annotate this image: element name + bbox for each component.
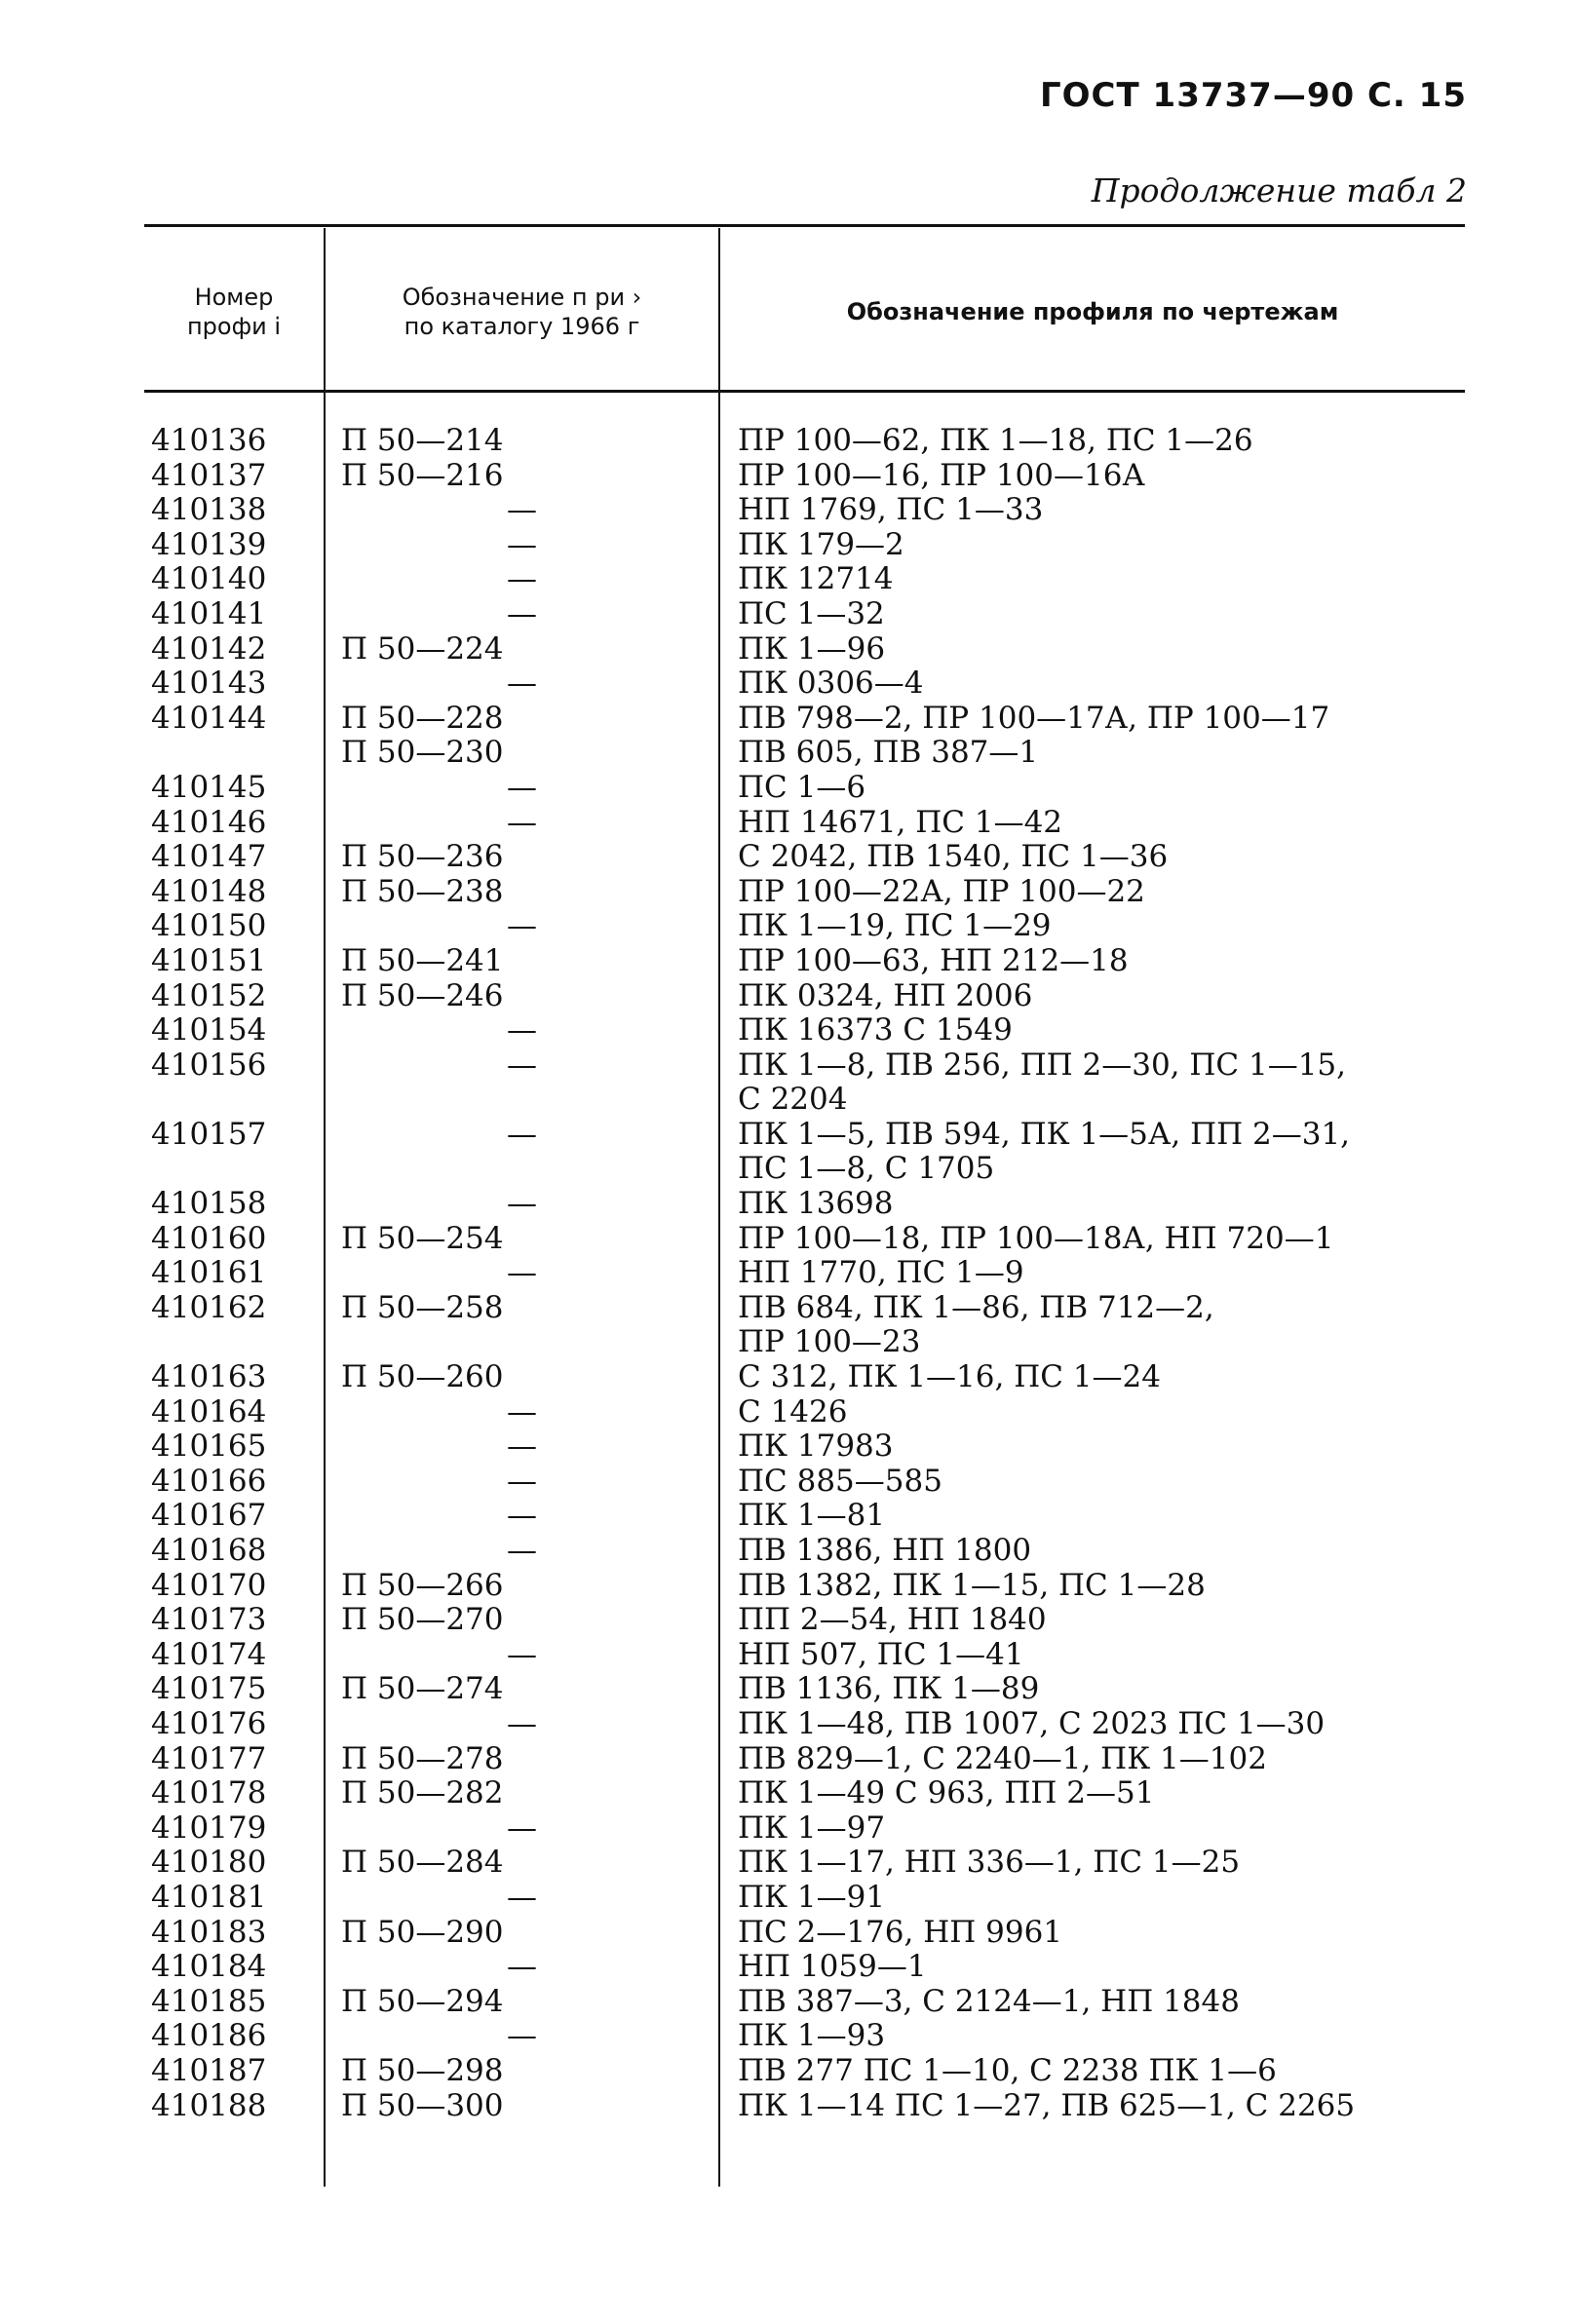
catalog-designation: П 50—241 <box>341 942 504 978</box>
column-header-catalog-designation: Обозначение п ри › по каталогу 1966 г <box>402 284 642 340</box>
catalog-designation: П 50—216 <box>341 457 504 493</box>
column-header-profile-number: Номер профи і <box>186 284 282 340</box>
table-row <box>0 1534 1576 1569</box>
table-row <box>0 1603 1576 1638</box>
catalog-designation: П 50—266 <box>341 1567 504 1603</box>
profile-number: 410188 <box>151 2087 267 2123</box>
table-row <box>0 702 1576 737</box>
profile-number: 410144 <box>151 700 267 736</box>
profile-number: 410141 <box>151 595 267 631</box>
table-row <box>0 1291 1576 1360</box>
profile-number: 410140 <box>151 561 267 597</box>
catalog-designation: — <box>507 666 537 702</box>
table-continuation-label: Продолжение табл 2 <box>1091 171 1467 210</box>
catalog-designation: — <box>507 1047 537 1083</box>
drawing-designation: ПВ 277 ПС 1—10, С 2238 ПК 1—6 <box>738 2052 1277 2088</box>
profile-number: 410187 <box>151 2052 267 2088</box>
catalog-designation: П 50—224 <box>341 630 504 667</box>
drawing-designation: ПВ 829—1, С 2240—1, ПК 1—102 <box>738 1740 1267 1776</box>
profile-number: 410138 <box>151 492 267 528</box>
profile-number: 410186 <box>151 2018 267 2054</box>
catalog-designation: П 50—284 <box>341 1845 504 1881</box>
catalog-designation: — <box>507 1393 537 1429</box>
catalog-designation: — <box>507 1636 537 1672</box>
catalog-designation: П 50—238 <box>341 873 504 909</box>
table-row <box>0 1187 1576 1222</box>
drawing-designation: НП 14671, ПС 1—42 <box>738 804 1063 840</box>
drawing-designation: ПК 1—14 ПС 1—27, ПВ 625—1, С 2265 <box>738 2087 1356 2123</box>
catalog-designation: — <box>507 595 537 631</box>
catalog-designation: — <box>507 492 537 528</box>
profile-number: 410147 <box>151 839 267 875</box>
profile-number: 410178 <box>151 1775 267 1811</box>
profile-number: 410183 <box>151 1914 267 1950</box>
profile-number: 410161 <box>151 1255 267 1291</box>
profile-number: 410145 <box>151 769 267 805</box>
drawing-designation: ПК 1—5, ПВ 594, ПК 1—5А, ПП 2—31, ПС 1—8, С 1705 <box>738 1116 1351 1187</box>
drawing-designation: ПР 100—18, ПР 100—18А, НП 720—1 <box>738 1220 1334 1256</box>
profile-number: 410184 <box>151 1949 267 1985</box>
drawing-designation: ПП 2—54, НП 1840 <box>738 1602 1047 1638</box>
table-row <box>0 1638 1576 1673</box>
catalog-designation: П 50—236 <box>341 839 504 875</box>
catalog-designation: — <box>507 1533 537 1568</box>
drawing-designation: ПР 100—16, ПР 100—16А <box>738 457 1145 493</box>
table-row <box>0 944 1576 979</box>
profile-number: 410163 <box>151 1359 267 1395</box>
table-row <box>0 1395 1576 1430</box>
drawing-designation: ПК 1—49 С 963, ПП 2—51 <box>738 1775 1155 1811</box>
catalog-designation: — <box>507 804 537 840</box>
drawing-designation: ПК 1—48, ПВ 1007, С 2023 ПС 1—30 <box>738 1705 1326 1741</box>
profile-number: 410164 <box>151 1393 267 1429</box>
drawing-designation: ПК 0306—4 <box>738 666 924 702</box>
catalog-designation: П 50—228 <box>341 700 504 736</box>
catalog-designation: П 50—300 <box>341 2087 504 2123</box>
catalog-designation: П 50—214 <box>341 423 504 458</box>
drawing-designation: С 2042, ПВ 1540, ПС 1—36 <box>738 839 1169 875</box>
table-row <box>0 771 1576 806</box>
drawing-designation: ПК 12714 <box>738 561 894 597</box>
profile-number: 410151 <box>151 942 267 978</box>
drawing-designation: ПК 1—81 <box>738 1498 886 1534</box>
drawing-designation: ПВ 1382, ПК 1—15, ПС 1—28 <box>738 1567 1206 1603</box>
catalog-designation: П 50—282 <box>341 1775 504 1811</box>
profile-number: 410170 <box>151 1567 267 1603</box>
drawing-designation: ПК 1—93 <box>738 2018 886 2054</box>
table-header-rule <box>144 390 1465 393</box>
table-row <box>0 1499 1576 1534</box>
profile-number: 410150 <box>151 908 267 944</box>
drawing-designation: ПК 179—2 <box>738 526 904 562</box>
table-row <box>0 597 1576 632</box>
drawing-designation: ПВ 1386, НП 1800 <box>738 1533 1032 1568</box>
catalog-designation: — <box>507 1255 537 1291</box>
table-row <box>0 528 1576 563</box>
column-header-drawing-designation: Обозначение профиля по чертежам <box>846 298 1339 325</box>
profile-number: 410152 <box>151 977 267 1013</box>
drawing-designation: ПК 1—97 <box>738 1810 886 1846</box>
profile-number: 410156 <box>151 1047 267 1083</box>
drawing-designation: ПК 1—96 <box>738 630 886 667</box>
catalog-designation: П 50—278 <box>341 1740 504 1776</box>
table-row <box>0 1360 1576 1395</box>
drawing-designation: ПС 1—32 <box>738 595 885 631</box>
table-row <box>0 632 1576 667</box>
table-row <box>0 1256 1576 1291</box>
profile-number: 410154 <box>151 1012 267 1048</box>
catalog-designation: П 50—290 <box>341 1914 504 1950</box>
profile-number: 410168 <box>151 1533 267 1568</box>
table-row <box>0 1118 1576 1187</box>
drawing-designation: ПВ 798—2, ПР 100—17А, ПР 100—17 <box>738 700 1330 736</box>
catalog-designation: П 50—294 <box>341 1983 504 2019</box>
table-body <box>0 424 1576 2123</box>
drawing-designation: ПК 16373 С 1549 <box>738 1012 1013 1048</box>
catalog-designation: П 50—298 <box>341 2052 504 2088</box>
drawing-designation: НП 1769, ПС 1—33 <box>738 492 1044 528</box>
catalog-designation: П 50—260 <box>341 1359 504 1395</box>
profile-number: 410160 <box>151 1220 267 1256</box>
drawing-designation: ПК 1—19, ПС 1—29 <box>738 908 1052 944</box>
table-row <box>0 840 1576 875</box>
profile-number: 410185 <box>151 1983 267 2019</box>
profile-number: 410176 <box>151 1705 267 1741</box>
catalog-designation: П 50—274 <box>341 1671 504 1707</box>
profile-number: 410167 <box>151 1498 267 1534</box>
drawing-designation: ПС 2—176, НП 9961 <box>738 1914 1063 1950</box>
drawing-designation: ПР 100—62, ПК 1—18, ПС 1—26 <box>738 423 1253 458</box>
table-row <box>0 2054 1576 2089</box>
table-row <box>0 424 1576 459</box>
profile-number: 410180 <box>151 1845 267 1881</box>
catalog-designation: П 50—270 <box>341 1602 504 1638</box>
catalog-designation: — <box>507 1429 537 1465</box>
profile-number: 410157 <box>151 1116 267 1152</box>
table-row <box>0 493 1576 528</box>
table-row <box>0 1846 1576 1881</box>
profile-number: 410136 <box>151 423 267 458</box>
catalog-designation: П 50—258 <box>341 1289 504 1325</box>
table-row <box>0 1742 1576 1777</box>
drawing-designation: ПС 1—6 <box>738 769 866 805</box>
table-row <box>0 1811 1576 1847</box>
table-row <box>0 562 1576 597</box>
drawing-designation: ПР 100—22А, ПР 100—22 <box>738 873 1145 909</box>
table-row <box>0 1707 1576 1742</box>
drawing-designation: ПК 17983 <box>738 1429 894 1465</box>
table-row <box>0 909 1576 944</box>
table-row <box>0 806 1576 841</box>
catalog-designation: — <box>507 1949 537 1985</box>
catalog-designation: — <box>507 1116 537 1152</box>
profile-number: 410162 <box>151 1289 267 1325</box>
table-row <box>0 1429 1576 1465</box>
drawing-designation: ПК 13698 <box>738 1186 894 1222</box>
profile-number: 410165 <box>151 1429 267 1465</box>
catalog-designation: — <box>507 561 537 597</box>
catalog-designation: П 50—254 <box>341 1220 504 1256</box>
catalog-designation: — <box>507 1498 537 1534</box>
catalog-designation: П 50—246 <box>341 977 504 1013</box>
profile-number: 410175 <box>151 1671 267 1707</box>
drawing-designation: ПВ 684, ПК 1—86, ПВ 712—2, ПР 100—23 <box>738 1289 1214 1360</box>
profile-number: 410139 <box>151 526 267 562</box>
catalog-designation: — <box>507 1186 537 1222</box>
profile-number: 410174 <box>151 1636 267 1672</box>
drawing-designation: ПС 885—585 <box>738 1463 942 1499</box>
drawing-designation: ПВ 1136, ПК 1—89 <box>738 1671 1040 1707</box>
drawing-designation: ПВ 387—3, С 2124—1, НП 1848 <box>738 1983 1240 2019</box>
table-top-rule <box>144 224 1465 227</box>
drawing-designation: НП 1770, ПС 1—9 <box>738 1255 1024 1291</box>
drawing-designation: ПВ 605, ПВ 387—1 <box>738 735 1039 771</box>
drawing-designation: НП 1059—1 <box>738 1949 927 1985</box>
table-row <box>0 1013 1576 1048</box>
table-row <box>0 459 1576 494</box>
drawing-designation: ПК 1—8, ПВ 256, ПП 2—30, ПС 1—15, С 2204 <box>738 1047 1347 1118</box>
catalog-designation: — <box>507 1463 537 1499</box>
drawing-designation: ПК 1—91 <box>738 1879 886 1915</box>
profile-number: 410173 <box>151 1602 267 1638</box>
profile-number: 410177 <box>151 1740 267 1776</box>
drawing-designation: НП 507, ПС 1—41 <box>738 1636 1024 1672</box>
table-row <box>0 1048 1576 1118</box>
table-row <box>0 1916 1576 1951</box>
profile-number: 410179 <box>151 1810 267 1846</box>
profile-number: 410181 <box>151 1879 267 1915</box>
catalog-designation: П 50—230 <box>341 735 504 771</box>
catalog-designation: — <box>507 908 537 944</box>
profile-number: 410142 <box>151 630 267 667</box>
table-row <box>0 979 1576 1014</box>
profile-number: 410137 <box>151 457 267 493</box>
table-row <box>0 1881 1576 1916</box>
catalog-designation: — <box>507 526 537 562</box>
catalog-designation: — <box>507 1810 537 1846</box>
table-row <box>0 2089 1576 2124</box>
table-row <box>0 736 1576 771</box>
table-row <box>0 1569 1576 1604</box>
page-header-ref: ГОСТ 13737—90 С. 15 <box>1039 76 1467 115</box>
catalog-designation: — <box>507 2018 537 2054</box>
catalog-designation: — <box>507 1879 537 1915</box>
profile-number: 410166 <box>151 1463 267 1499</box>
catalog-designation: — <box>507 1012 537 1048</box>
profile-number: 410158 <box>151 1186 267 1222</box>
drawing-designation: С 1426 <box>738 1393 848 1429</box>
table-row <box>0 1672 1576 1707</box>
table-row <box>0 1950 1576 1985</box>
table-row <box>0 2019 1576 2054</box>
drawing-designation: ПР 100—63, НП 212—18 <box>738 942 1129 978</box>
table-row <box>0 1985 1576 2020</box>
catalog-designation: — <box>507 1705 537 1741</box>
table-row <box>0 1776 1576 1811</box>
drawing-designation: ПК 0324, НП 2006 <box>738 977 1033 1013</box>
profile-number: 410148 <box>151 873 267 909</box>
table-row <box>0 1222 1576 1257</box>
drawing-designation: ПК 1—17, НП 336—1, ПС 1—25 <box>738 1845 1241 1881</box>
table-row <box>0 1465 1576 1500</box>
profile-number: 410143 <box>151 666 267 702</box>
profile-number: 410146 <box>151 804 267 840</box>
table-row <box>0 667 1576 702</box>
table-row <box>0 875 1576 910</box>
catalog-designation: — <box>507 769 537 805</box>
drawing-designation: С 312, ПК 1—16, ПС 1—24 <box>738 1359 1161 1395</box>
